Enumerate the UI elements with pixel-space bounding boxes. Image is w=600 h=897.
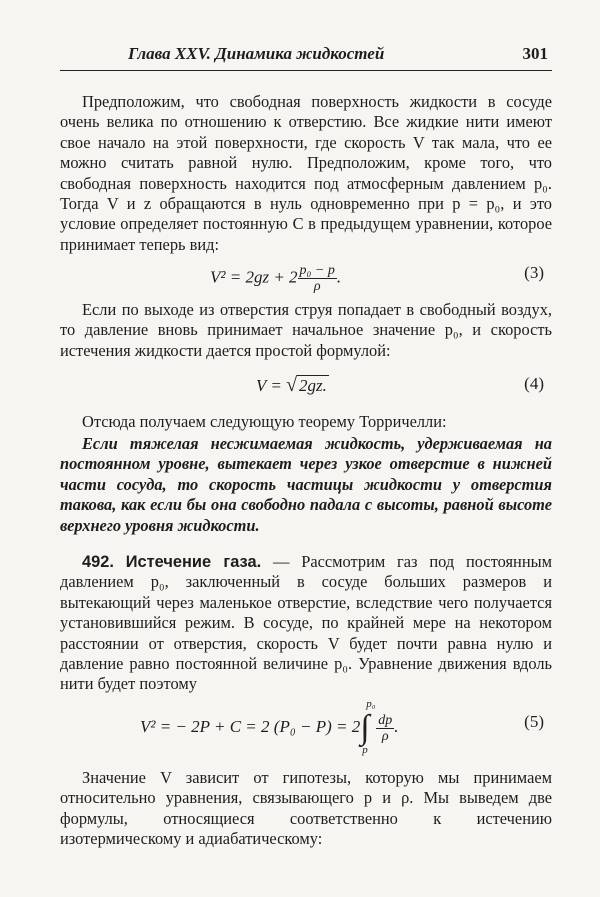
equation-5-body: V² = − 2P + C = 2 (P₀ − P) = 2∫ p₀ p $\frac{dp}{\rho}$ .	[140, 698, 399, 756]
equation-3-fraction: $\frac{\text{p₀ − p}}{\rho}$	[299, 263, 335, 294]
header-rule	[60, 70, 552, 71]
page-number: 301	[522, 44, 548, 63]
paragraph-free-air: Если по выходе из отверстия струя попадает в свободный воздух, то давление вновь принимает начальное значение p₀, и скорость истечения жидкости дается простой формулой:	[60, 300, 552, 360]
equation-5-number: (5)	[524, 712, 544, 731]
integral-lower-limit: p	[362, 744, 368, 756]
section-492	[60, 552, 552, 695]
equation-4-body: V = √ 2gz.	[256, 374, 327, 396]
equation-3	[60, 255, 552, 294]
running-header	[128, 44, 548, 64]
paragraph-isothermal-adiabatic: Значение V зависит от гипотезы, которую мы принимаем относительно уравнения, связывающего p и ρ. Мы выведем две формулы, относящиеся соответственно к истечению изотермическому и адиабатическому:	[60, 768, 552, 849]
section-title: Истечение газа.	[125, 553, 262, 571]
equation-4-number: (4)	[524, 374, 544, 393]
chapter-title: Глава XXV. Динамика жидкостей	[128, 44, 385, 63]
paragraph-free-surface: Предположим, что свободная поверхность жидкости в сосуде очень велика по отношению к отверстию. Все жидкие нити имеют свое начало на этой поверхности, где скорость V так мала, что ее можно считать равной нулю. Предположим, кроме того, что свободная поверхность находится под атмосферным давлением p₀. Тогда V и z обращаются в нуль одновременно при p = p₀, и это условие определяет постоянную C в предыдущем уравнении, которое принимает теперь вид:	[60, 92, 552, 254]
torricelli-theorem: Если тяжелая несжимаемая жидкость, удерживаемая на постоянном уровне, вытекает через узкое отверстие в нижней части сосуда, то скорость частицы жидкости у отверстия такова, как если бы она свободно падала с высоты, равной высоте верхнего уровня жидкости.	[60, 434, 552, 535]
equation-4	[60, 366, 552, 402]
section-number: 492.	[82, 553, 114, 571]
integral-upper-limit: p₀	[366, 698, 376, 710]
equation-3-body: V² = 2gz + 2 $\frac{\text{p₀ − p}}{\rho}$ .	[210, 263, 342, 294]
equation-5-fraction: $\frac{dp}{\rho}$	[378, 712, 393, 744]
paragraph-torricelli-intro: Отсюда получаем следующую теорему Торричелли:	[82, 412, 447, 431]
integral-sign: ∫ p₀ p	[360, 698, 376, 756]
section-text: — Рассмотрим газ под постоянным давлением p₀, заключенный в сосуде больших размеров и вытекающий через маленькое отверстие, вследствие чего получается установившийся режим. В сосуде, по крайней мере на некотором расстоянии от отверстия, скорость V будет почти равна нулю и давление равно постоянной величине p₀. Уравнение движения вдоль нити будет поэтому	[60, 552, 552, 694]
equation-5	[60, 698, 552, 756]
equation-3-number: (3)	[524, 263, 544, 282]
